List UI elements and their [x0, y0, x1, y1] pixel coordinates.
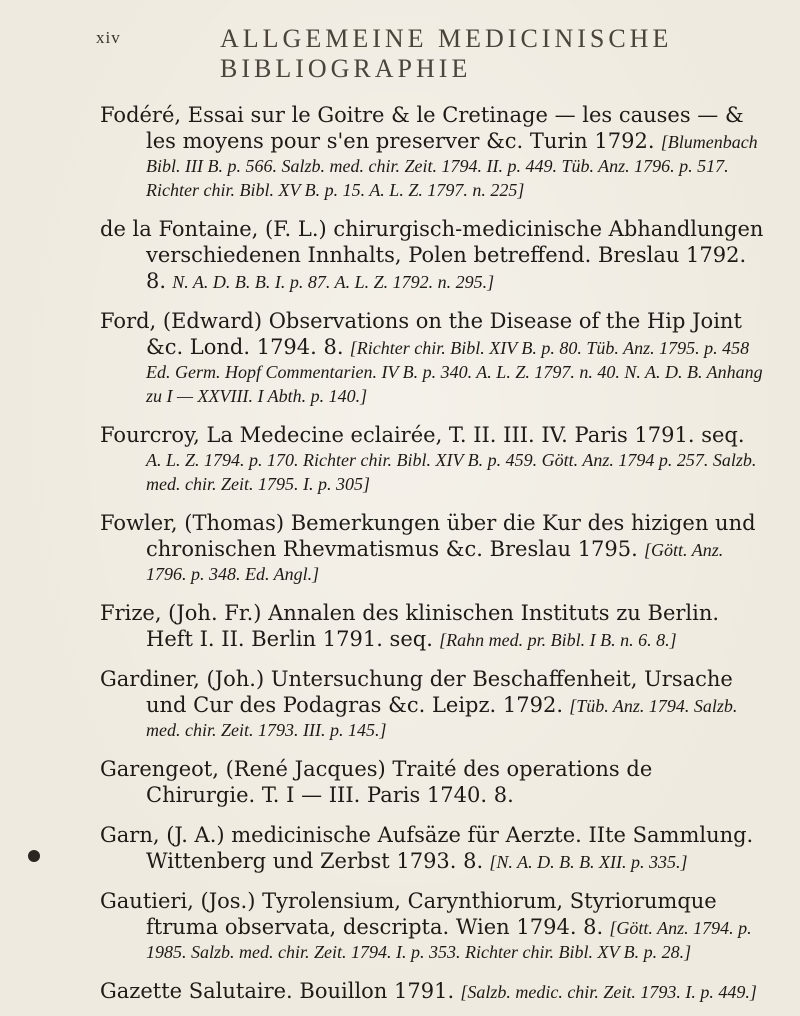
- running-head: ALLGEMEINE MEDICINISCHE BIBLIOGRAPHIE: [220, 24, 673, 83]
- entry-reference: [Rahn med. pr. Bibl. I B. n. 6. 8.]: [439, 630, 677, 650]
- bibliography-entry-fowler: [100, 510, 764, 586]
- entry-reference: [Blumenbach Bibl. III B. p. 566. Salzb. med. chir. Zeit. 1794. II. p. 449. Tüb. Anz. 1796. p. 517. Richter chir. Bibl. XV B. p. 15. A. L. Z. 1797. n. 225]: [146, 132, 758, 200]
- entry-text: Gautieri, (Jos.) Tyrolensium, Carynthiorum, Styriorumque ftruma observata, descripta. Wien 1794. 8.: [100, 889, 717, 939]
- bibliography-entry-gazette: [100, 978, 764, 1004]
- bibliography-entry-garn: [100, 822, 764, 874]
- entry-reference: [N. A. D. B. B. XII. p. 335.]: [489, 852, 688, 872]
- entry-reference: [Gött. Anz. 1794. p. 1985. Salzb. med. chir. Zeit. 1794. I. p. 353. Richter chir. Bibl. XV B. p. 28.]: [146, 918, 752, 962]
- entry-reference: [Richter chir. Bibl. XIV B. p. 80. Tüb. Anz. 1795. p. 458 Ed. Germ. Hopf Commentarien. IV B. p. 340. A. L. Z. 1797. n. 40. N. A. D. B. Anhang zu I — XXVIII. I Abth. p. 140.]: [146, 338, 763, 406]
- margin-bullet-mark: [28, 850, 40, 862]
- bibliography-entry-garengeot: [100, 756, 764, 808]
- bibliography-entry-gautieri: [100, 888, 764, 964]
- bibliography-entry-ford: [100, 308, 764, 408]
- entry-text: Gardiner, (Joh.) Untersuchung der Beschaffenheit, Ursache und Cur des Podagras &c. Leipz. 1792.: [100, 667, 733, 717]
- entry-text: Ford, (Edward) Observations on the Disease of the Hip Joint &c. Lond. 1794. 8.: [100, 309, 742, 359]
- entry-text: Gazette Salutaire. Bouillon 1791.: [100, 979, 455, 1003]
- entry-text: Garengeot, (René Jacques) Traité des operations de Chirurgie. T. I — III. Paris 1740. 8.: [100, 757, 653, 807]
- bibliography-entry-fourcroy: [100, 422, 764, 496]
- entry-text: Fodéré, Essai sur le Goitre & le Cretinage — les causes — & les moyens pour s'en preserver &c. Turin 1792.: [100, 103, 744, 153]
- bibliography-entry-fontaine: [100, 216, 764, 294]
- entry-text: Frize, (Joh. Fr.) Annalen des klinischen Instituts zu Berlin. Heft I. II. Berlin 1791. seq.: [100, 601, 720, 651]
- entry-text: de la Fontaine, (F. L.) chirurgisch-medicinische Abhandlungen verschiedenen Innhalts, Polen betreffend. Breslau 1792. 8.: [100, 217, 764, 293]
- entry-reference: A. L. Z. 1794. p. 170. Richter chir. Bibl. XIV B. p. 459. Gött. Anz. 1794 p. 257. Salzb. med. chir. Zeit. 1795. I. p. 305]: [146, 450, 757, 494]
- bibliography-list: [100, 102, 764, 1004]
- entry-text: Garn, (J. A.) medicinische Aufsäze für Aerzte. IIte Sammlung. Wittenberg und Zerbst 1793. 8.: [100, 823, 754, 873]
- bibliography-entry-fodere: [100, 102, 764, 202]
- entry-reference: [Tüb. Anz. 1794. Salzb. med. chir. Zeit. 1793. III. p. 145.]: [146, 696, 738, 740]
- entry-reference: N. A. D. B. B. I. p. 87. A. L. Z. 1792. n. 295.]: [172, 272, 495, 292]
- entry-text: Fourcroy, La Medecine eclairée, T. II. III. IV. Paris 1791. seq.: [100, 423, 745, 447]
- entry-reference: [Gött. Anz. 1796. p. 348. Ed. Angl.]: [146, 540, 724, 584]
- page-number: xiv: [96, 28, 121, 47]
- entry-text: Fowler, (Thomas) Bemerkungen über die Kur des hizigen und chronischen Rhevmatismus &c. Breslau 1795.: [100, 511, 756, 561]
- entry-reference: [Salzb. medic. chir. Zeit. 1793. I. p. 449.]: [460, 982, 757, 1002]
- bibliography-entry-frize: [100, 600, 764, 652]
- page-header: [96, 22, 764, 83]
- bibliography-entry-gardiner: [100, 666, 764, 742]
